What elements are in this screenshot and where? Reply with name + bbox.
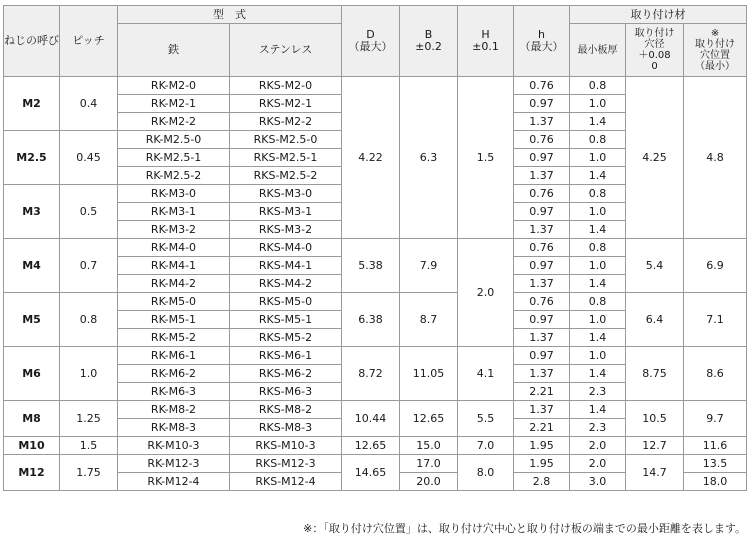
steel-cell: RK-M2.5-1 [118, 149, 230, 167]
stainless-cell: RKS-M2-2 [230, 113, 342, 131]
table-row [4, 401, 747, 419]
size-cell: M10 [4, 437, 60, 455]
stainless-cell: RKS-M2-1 [230, 95, 342, 113]
d-cell: 8.72 [342, 347, 400, 401]
pitch-cell: 0.7 [60, 239, 118, 293]
hole-cell: 10.5 [626, 401, 684, 437]
header-size: ねじの呼び [4, 6, 60, 77]
b-cell: 20.0 [400, 473, 458, 491]
stainless-cell: RKS-M5-1 [230, 311, 342, 329]
small-h-cell: 0.76 [514, 185, 570, 203]
small-h-cell: 1.37 [514, 275, 570, 293]
d-cell: 5.38 [342, 239, 400, 293]
steel-cell: RK-M2.5-2 [118, 167, 230, 185]
header-pitch: ピッチ [60, 6, 118, 77]
thickness-cell: 1.4 [570, 275, 626, 293]
thickness-cell: 1.0 [570, 95, 626, 113]
stainless-cell: RKS-M4-1 [230, 257, 342, 275]
small-h-cell: 1.37 [514, 113, 570, 131]
header-d-main: D [366, 28, 375, 41]
header-b-main: B [424, 28, 433, 41]
d-cell: 12.65 [342, 437, 400, 455]
stainless-cell: RKS-M2-0 [230, 77, 342, 95]
stainless-cell: RKS-M2.5-2 [230, 167, 342, 185]
pos-line-4: （最小） [695, 61, 736, 72]
spec-table-container [3, 5, 747, 535]
thickness-cell: 0.8 [570, 293, 626, 311]
stainless-cell: RKS-M3-2 [230, 221, 342, 239]
small-h-cell: 1.37 [514, 365, 570, 383]
small-h-cell: 1.95 [514, 455, 570, 473]
pos-line-2: 取り付け [695, 39, 736, 50]
steel-cell: RK-M5-2 [118, 329, 230, 347]
pitch-cell: 1.0 [60, 347, 118, 401]
small-h-cell: 0.76 [514, 131, 570, 149]
hole-cell: 5.4 [626, 239, 684, 293]
small-h-cell: 0.76 [514, 77, 570, 95]
hole-cell: 6.4 [626, 293, 684, 347]
small-h-cell: 1.37 [514, 329, 570, 347]
thickness-cell: 1.0 [570, 149, 626, 167]
d-cell: 14.65 [342, 455, 400, 491]
steel-cell: RK-M6-1 [118, 347, 230, 365]
stainless-cell: RKS-M12-4 [230, 473, 342, 491]
small-h-cell: 1.37 [514, 221, 570, 239]
size-cell: M3 [4, 185, 60, 239]
table-row [4, 347, 747, 365]
stainless-cell: RKS-M4-2 [230, 275, 342, 293]
steel-cell: RK-M6-2 [118, 365, 230, 383]
b-cell: 11.05 [400, 347, 458, 401]
thickness-cell: 0.8 [570, 239, 626, 257]
steel-cell: RK-M5-0 [118, 293, 230, 311]
table-row [4, 293, 747, 311]
header-b [400, 6, 458, 77]
thickness-cell: 1.0 [570, 203, 626, 221]
small-h-cell: 2.21 [514, 419, 570, 437]
header-hole-position [684, 24, 747, 77]
small-h-cell: 2.21 [514, 383, 570, 401]
small-h-cell: 1.37 [514, 401, 570, 419]
steel-cell: RK-M3-0 [118, 185, 230, 203]
d-cell: 4.22 [342, 77, 400, 239]
small-h-cell: 0.76 [514, 293, 570, 311]
pitch-cell: 0.5 [60, 185, 118, 239]
h-cell: 2.0 [458, 239, 514, 347]
small-h-cell: 1.37 [514, 167, 570, 185]
d-cell: 6.38 [342, 293, 400, 347]
pitch-cell: 1.5 [60, 437, 118, 455]
stainless-cell: RKS-M10-3 [230, 437, 342, 455]
b-cell: 15.0 [400, 437, 458, 455]
size-cell: M12 [4, 455, 60, 491]
hole-cell: 8.75 [626, 347, 684, 401]
header-small-h-sub: （最大） [519, 40, 564, 53]
pos-cell: 7.1 [684, 293, 747, 347]
header-b-sub: ±0.2 [415, 40, 442, 53]
table-row [4, 239, 747, 257]
stainless-cell: RKS-M6-2 [230, 365, 342, 383]
thickness-cell: 2.3 [570, 419, 626, 437]
pos-cell: 9.7 [684, 401, 747, 437]
header-hole-diameter [626, 24, 684, 77]
steel-cell: RK-M12-4 [118, 473, 230, 491]
hole-line-3: ＋0.08 [638, 50, 671, 61]
stainless-cell: RKS-M4-0 [230, 239, 342, 257]
thickness-cell: 1.0 [570, 311, 626, 329]
small-h-cell: 0.97 [514, 95, 570, 113]
steel-cell: RK-M10-3 [118, 437, 230, 455]
spec-table [3, 5, 747, 491]
b-cell: 6.3 [400, 77, 458, 239]
hole-cell: 4.25 [626, 77, 684, 239]
b-cell: 7.9 [400, 239, 458, 293]
hole-cell: 14.7 [626, 455, 684, 491]
pitch-cell: 0.8 [60, 293, 118, 347]
hole-line-2: 穴径 [644, 39, 665, 50]
steel-cell: RK-M3-2 [118, 221, 230, 239]
small-h-cell: 0.97 [514, 257, 570, 275]
header-h-main: H [481, 28, 490, 41]
footnote: ※：「取り付け穴位置」は、取り付け穴中心と取り付け板の端までの最小距離を表します。 [303, 522, 746, 535]
stainless-cell: RKS-M3-1 [230, 203, 342, 221]
pos-cell: 4.8 [684, 77, 747, 239]
small-h-cell: 2.8 [514, 473, 570, 491]
small-h-cell: 0.76 [514, 239, 570, 257]
thickness-cell: 1.4 [570, 365, 626, 383]
thickness-cell: 1.4 [570, 113, 626, 131]
h-cell: 4.1 [458, 347, 514, 401]
header-steel: 鉄 [118, 24, 230, 77]
steel-cell: RK-M8-3 [118, 419, 230, 437]
header-h-sub: ±0.1 [472, 40, 499, 53]
pitch-cell: 1.25 [60, 401, 118, 437]
pos-cell: 6.9 [684, 239, 747, 293]
table-row [4, 77, 747, 95]
steel-cell: RK-M5-1 [118, 311, 230, 329]
small-h-cell: 0.97 [514, 203, 570, 221]
thickness-cell: 1.4 [570, 329, 626, 347]
stainless-cell: RKS-M8-2 [230, 401, 342, 419]
pos-cell: 18.0 [684, 473, 747, 491]
pos-line-3: 穴位置 [700, 50, 731, 61]
h-cell: 7.0 [458, 437, 514, 455]
steel-cell: RK-M3-1 [118, 203, 230, 221]
small-h-cell: 0.97 [514, 311, 570, 329]
table-row [4, 455, 747, 473]
small-h-cell: 0.97 [514, 149, 570, 167]
thickness-cell: 1.4 [570, 401, 626, 419]
hole-line-1: 取り付け [634, 28, 675, 39]
hole-line-4: 0 [651, 61, 658, 72]
pos-cell: 11.6 [684, 437, 747, 455]
b-cell: 12.65 [400, 401, 458, 437]
h-cell: 1.5 [458, 77, 514, 239]
pitch-cell: 0.45 [60, 131, 118, 185]
size-cell: M5 [4, 293, 60, 347]
thickness-cell: 3.0 [570, 473, 626, 491]
pos-line-1: ※ [710, 28, 720, 39]
thickness-cell: 2.0 [570, 455, 626, 473]
stainless-cell: RKS-M6-1 [230, 347, 342, 365]
steel-cell: RK-M2-0 [118, 77, 230, 95]
header-h [458, 6, 514, 77]
size-cell: M2 [4, 77, 60, 131]
b-cell: 17.0 [400, 455, 458, 473]
stainless-cell: RKS-M8-3 [230, 419, 342, 437]
header-small-h [514, 6, 570, 77]
size-cell: M8 [4, 401, 60, 437]
header-mount-group: 取り付け材 [570, 6, 747, 24]
steel-cell: RK-M4-0 [118, 239, 230, 257]
thickness-cell: 1.4 [570, 221, 626, 239]
header-d-sub: （最大） [348, 40, 393, 53]
stainless-cell: RKS-M3-0 [230, 185, 342, 203]
h-cell: 5.5 [458, 401, 514, 437]
pos-cell: 8.6 [684, 347, 747, 401]
steel-cell: RK-M4-2 [118, 275, 230, 293]
thickness-cell: 2.0 [570, 437, 626, 455]
h-cell: 8.0 [458, 455, 514, 491]
stainless-cell: RKS-M6-3 [230, 383, 342, 401]
thickness-cell: 0.8 [570, 77, 626, 95]
steel-cell: RK-M8-2 [118, 401, 230, 419]
thickness-cell: 0.8 [570, 185, 626, 203]
header-d [342, 6, 400, 77]
steel-cell: RK-M2-2 [118, 113, 230, 131]
thickness-cell: 1.4 [570, 167, 626, 185]
size-cell: M6 [4, 347, 60, 401]
stainless-cell: RKS-M2.5-1 [230, 149, 342, 167]
small-h-cell: 1.95 [514, 437, 570, 455]
thickness-cell: 2.3 [570, 383, 626, 401]
hole-cell: 12.7 [626, 437, 684, 455]
thickness-cell: 0.8 [570, 131, 626, 149]
steel-cell: RK-M6-3 [118, 383, 230, 401]
steel-cell: RK-M4-1 [118, 257, 230, 275]
header-small-h-main: h [538, 28, 545, 41]
header-min-thickness: 最小板厚 [570, 24, 626, 77]
stainless-cell: RKS-M2.5-0 [230, 131, 342, 149]
small-h-cell: 0.97 [514, 347, 570, 365]
thickness-cell: 1.0 [570, 347, 626, 365]
b-cell: 8.7 [400, 293, 458, 347]
stainless-cell: RKS-M5-0 [230, 293, 342, 311]
stainless-cell: RKS-M5-2 [230, 329, 342, 347]
steel-cell: RK-M2.5-0 [118, 131, 230, 149]
size-cell: M4 [4, 239, 60, 293]
steel-cell: RK-M12-3 [118, 455, 230, 473]
table-row [4, 437, 747, 455]
steel-cell: RK-M2-1 [118, 95, 230, 113]
stainless-cell: RKS-M12-3 [230, 455, 342, 473]
pitch-cell: 1.75 [60, 455, 118, 491]
size-cell: M2.5 [4, 131, 60, 185]
header-type-group: 型 式 [118, 6, 342, 24]
pitch-cell: 0.4 [60, 77, 118, 131]
d-cell: 10.44 [342, 401, 400, 437]
header-stainless: ステンレス [230, 24, 342, 77]
thickness-cell: 1.0 [570, 257, 626, 275]
pos-cell: 13.5 [684, 455, 747, 473]
